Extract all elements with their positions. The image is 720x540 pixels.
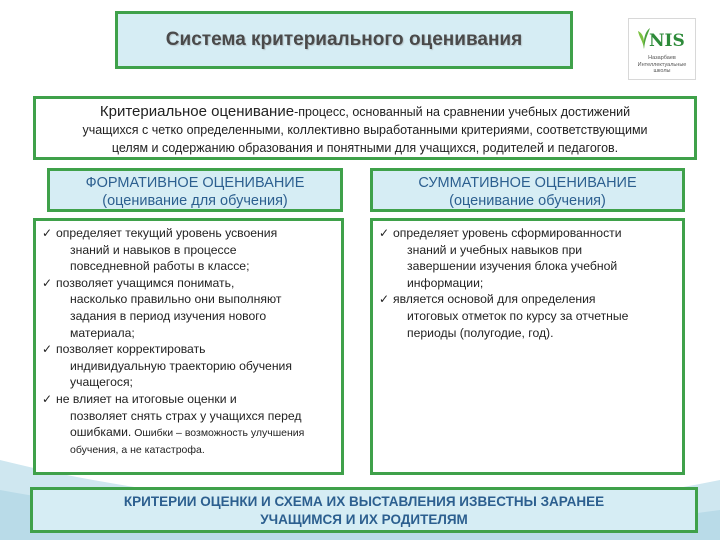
definition-term: Критериальное оценивание [99,103,295,120]
bottom-note-line-1: КРИТЕРИИ ОЦЕНКИ И СХЕМА ИХ ВЫСТАВЛЕНИЯ ИЗВЕСТНЫ ЗАРАНЕЕ [123,494,605,509]
nis-logo [628,18,696,80]
list-item: ✓ позволяет корректировать индивидуальную траекторию обучения учащегося; [42,342,292,390]
summative-heading: СУММАТИВНОЕ ОЦЕНИВАНИЕ (оценивание обучения) [370,168,685,212]
slide-title: Система критериального оценивания [165,29,523,50]
logo-subtitle: Назарбаев Интеллектуальные школы [637,55,687,74]
list-item: ✓ позволяет учащимся понимать, насколько правильно они выполняют задания в период изучения нового материала; [42,275,282,340]
list-item: ✓ определяет уровень сформированности знаний и учебных навыков при завершении изучения блока учебной информации; [379,226,622,290]
definition-line-3: целям и содержанию образования и понятными для учащихся, родителей и педагогов. [111,141,619,155]
formative-list [33,218,344,475]
slide-title-box [115,11,573,69]
summative-list [370,218,685,475]
bottom-note-line-2: УЧАЩИМСЯ И ИХ РОДИТЕЛЯМ [260,512,468,527]
check-icon: ✓ [379,292,390,307]
check-icon: ✓ [42,275,53,290]
check-icon: ✓ [379,226,390,240]
check-icon: ✓ [42,391,53,406]
definition-line-1: Критериальное оценивание-процесс, основанный на сравнении учебных достижений [99,103,631,120]
list-item: ✓ определяет текущий уровень усвоения знаний и навыков в процессе повседневной работы в классе; [42,226,278,274]
list-item: ✓ не влияет на итоговые оценки и позволяет снять страх у учащихся перед ошибками. Ошибки – возможность улучшения обучения, а не катастрофа. [42,391,305,456]
logo-brand: NIS [649,31,685,51]
bottom-note-box [30,487,698,533]
definition-line-2: учащихся с четко определенными, коллективно выработанными критериями, соответствующими [82,123,648,137]
formative-heading: ФОРМАТИВНОЕ ОЦЕНИВАНИЕ (оценивание для обучения) [47,168,343,212]
definition-box [33,96,697,160]
check-icon: ✓ [42,226,53,240]
list-item: ✓ является основой для определения итоговых отметок по курсу за отчетные периоды (полугодие, год). [379,292,629,340]
check-icon: ✓ [42,342,53,357]
